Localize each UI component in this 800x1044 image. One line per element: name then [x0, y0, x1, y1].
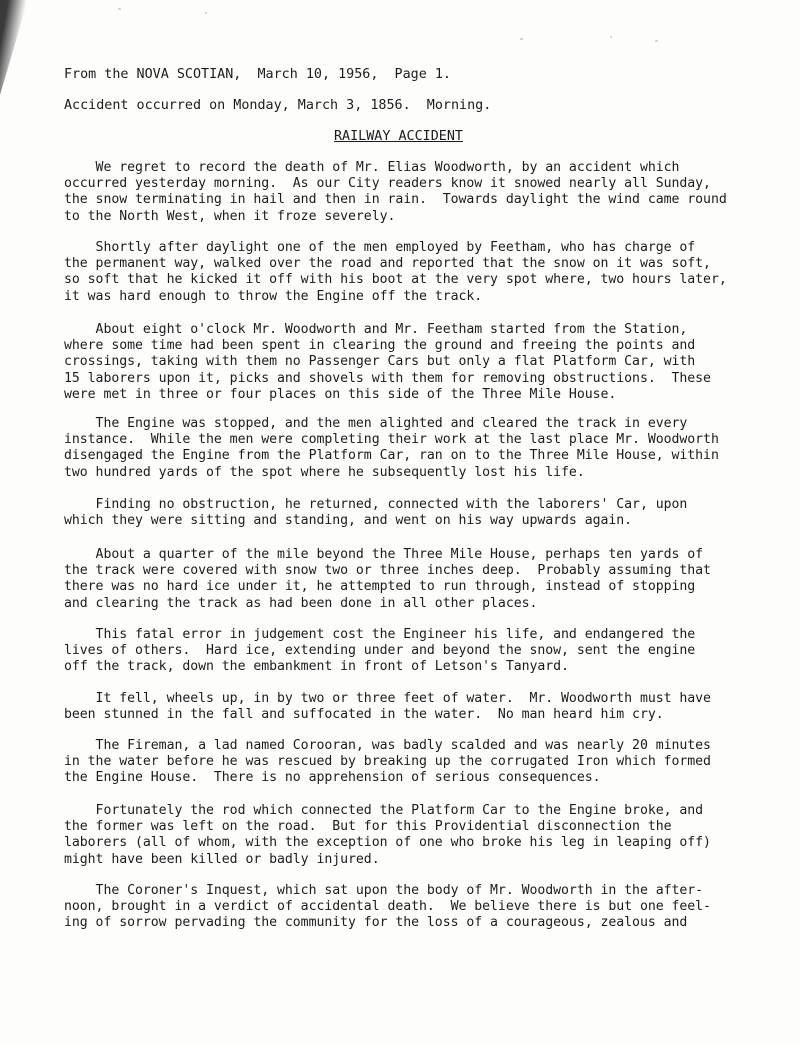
scan-speck: [520, 38, 523, 40]
paragraph-1: We regret to record the death of Mr. Elias Woodworth, by an accident which occurred yesterday morning. As our City readers know it snowed nearly all Sunday, the snow terminating in hail and then in rain. Towards daylight the wind came round to the North West, when it froze severely.: [64, 160, 727, 224]
scan-speck: [655, 40, 658, 42]
paragraph-7: This fatal error in judgement cost the Engineer his life, and endangered the lives of others. Hard ice, extending under and beyond the snow, sent the engine off the track, down the embankment in front of Letson's Tanyard.: [64, 627, 696, 675]
source-line: From the NOVA SCOTIAN, March 10, 1956, Page 1.: [64, 67, 451, 82]
paragraph-5: Finding no obstruction, he returned, connected with the laborers' Car, upon which they were sitting and standing, and went on his way upwards again.: [64, 497, 688, 529]
paragraph-3: About eight o'clock Mr. Woodworth and Mr. Feetham started from the Station, where some time had been spent in clearing the ground and freeing the points and crossings, taking with them no Passenger Cars but only a flat Platform Car, with 15 laborers upon it, picks and shovels with them for removing obstructions. These were met in three or four places on this side of the Three Mile House.: [64, 322, 711, 402]
paragraph-8: It fell, wheels up, in by two or three feet of water. Mr. Woodworth must have been stunned in the fall and suffocated in the water. No man heard him cry.: [64, 691, 711, 723]
page-corner-shadow: [0, 0, 28, 95]
paragraph-9: The Fireman, a lad named Corooran, was badly scalded and was nearly 20 minutes in the water before he was rescued by breaking up the corrugated Iron which formed the Engine House. There is no apprehension of serious consequences.: [64, 738, 711, 786]
accident-date-line: Accident occurred on Monday, March 3, 1856. Morning.: [64, 98, 492, 113]
paragraph-10: Fortunately the rod which connected the Platform Car to the Engine broke, and the former was left on the road. But for this Providential disconnection the laborers (all of whom, with the exception of one who broke his leg in leaping off) might have been killed or badly injured.: [64, 803, 711, 867]
paragraph-4: The Engine was stopped, and the men alighted and cleared the track in every instance. While the men were completing their work at the last place Mr. Woodworth disengaged the Engine from the Platform Car, ran on to the Three Mile House, within two hundred yards of the spot where he subsequently lost his life.: [64, 416, 719, 480]
scan-speck: [205, 12, 207, 14]
scan-speck: [610, 36, 612, 38]
paragraph-11: The Coroner's Inquest, which sat upon the body of Mr. Woodworth in the after- noon, brought in a verdict of accidental death. We believe there is but one feel- ing of sorrow pervading the community for the loss of a courageous, zealous and: [64, 883, 711, 931]
scan-speck: [118, 8, 121, 10]
article-title: RAILWAY ACCIDENT: [334, 129, 463, 144]
paragraph-6: About a quarter of the mile beyond the Three Mile House, perhaps ten yards of the track were covered with snow two or three inches deep. Probably assuming that there was no hard ice under it, he attempted to run through, instead of stopping and clearing the track as had been done in all other places.: [64, 547, 711, 611]
paragraph-2: Shortly after daylight one of the men employed by Feetham, who has charge of the permanent way, walked over the road and reported that the snow on it was soft, so soft that he kicked it off with his boot at the very spot where, two hours later, it was hard enough to throw the Engine off the track.: [64, 240, 727, 304]
